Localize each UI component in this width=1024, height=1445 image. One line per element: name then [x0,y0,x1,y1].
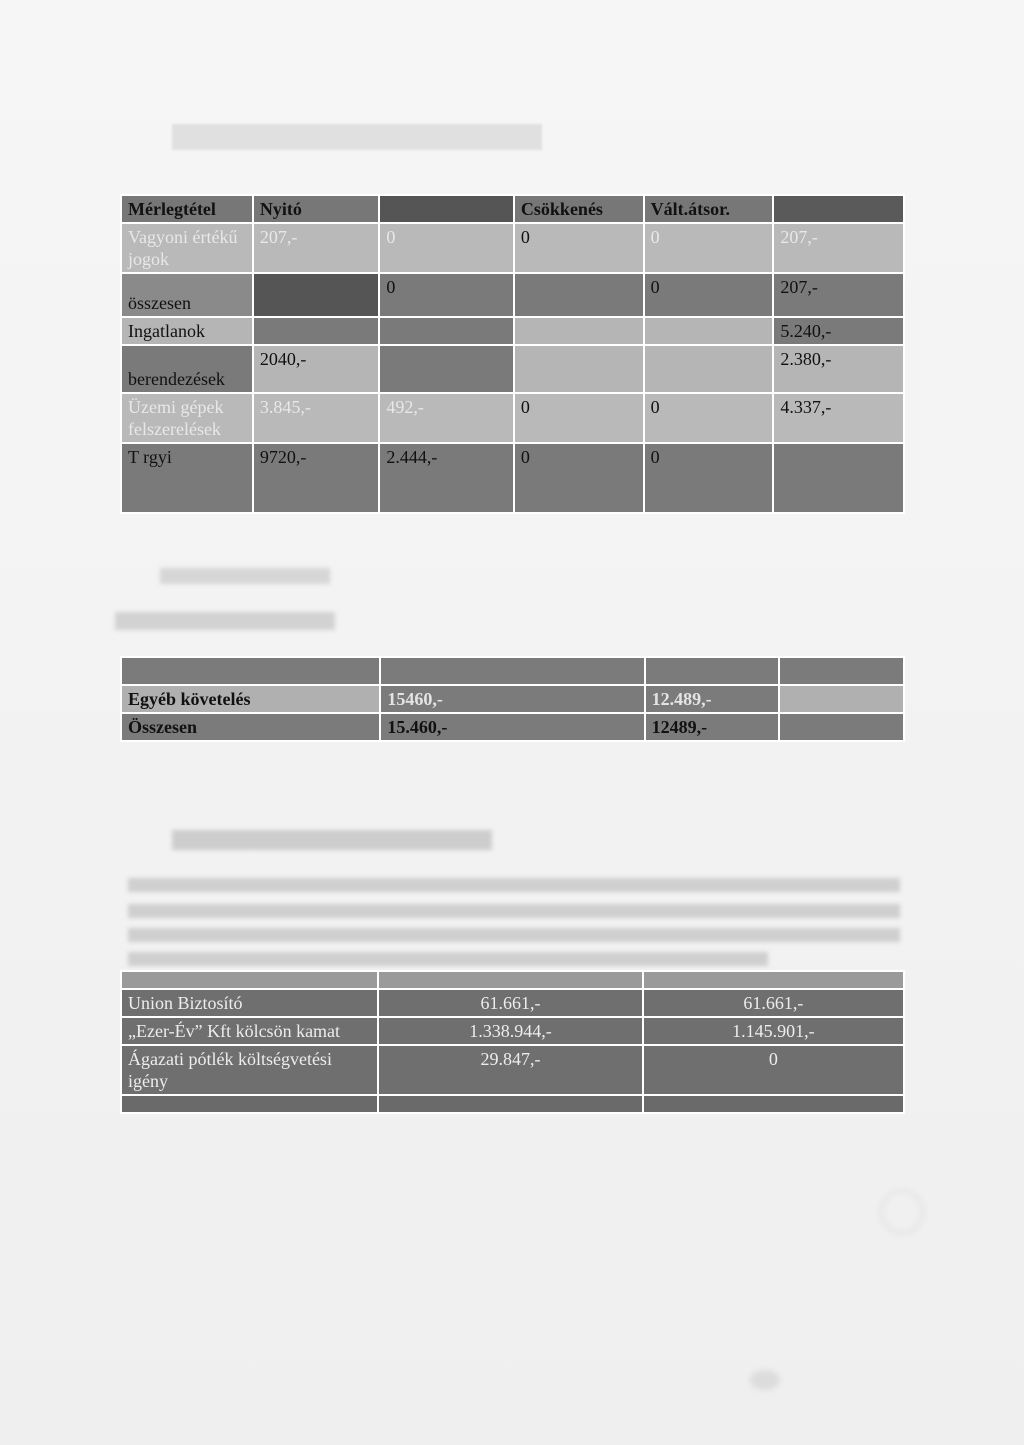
table-cell [379,317,514,345]
paragraph-line-blurred [128,928,900,942]
table-cell: 0 [644,393,774,443]
table-cell: 3.845,- [253,393,380,443]
table-cell [773,443,904,513]
table-cell [514,317,644,345]
header-cell [121,971,378,989]
paragraph-line-blurred [128,878,900,892]
table-header-row [121,971,904,989]
table-cell: 15.460,- [380,713,644,741]
table-row [121,713,904,741]
subheading-blurred [115,612,335,630]
table-cell [779,713,904,741]
table-cell [378,1095,642,1113]
table-row [121,685,904,713]
table-cell: 1.145.901,- [643,1017,904,1045]
table-cell: 0 [644,223,774,273]
table-cell: 207,- [773,273,904,317]
table-cell [779,657,904,685]
table-cell: 0 [379,223,514,273]
table-row [121,273,904,317]
table-cell: 1.338.944,- [378,1017,642,1045]
table-cell: 2.444,- [379,443,514,513]
table-cell: 0 [644,443,774,513]
table-cell: T rgyi [121,443,253,513]
header-cell: Csökkenés [514,195,644,223]
header-cell [378,971,642,989]
table-cell: 207,- [253,223,380,273]
table-cell: 15460,- [380,685,644,713]
scan-smudge [880,1190,924,1234]
section-heading-blurred [172,124,542,150]
table-cell: 12489,- [645,713,780,741]
table-cell: összesen [121,273,253,317]
table-row [121,989,904,1017]
table-cell: 0 [643,1045,904,1095]
table-cell [779,685,904,713]
table-row [121,1095,904,1113]
table-cell [645,657,780,685]
table-header-row [121,657,904,685]
table-cell: berendezések [121,345,253,393]
table-cell [253,317,380,345]
table-row [121,443,904,513]
table-row [121,1045,904,1095]
liabilities-table [120,970,905,1114]
header-cell [379,195,514,223]
table-cell: 207,- [773,223,904,273]
table-cell: 29.847,- [378,1045,642,1095]
receivables-table [120,656,905,742]
table-cell: Ingatlanok [121,317,253,345]
header-cell: Mérlegtétel [121,195,253,223]
table-cell: Union Biztosító [121,989,378,1017]
table-row [121,393,904,443]
table-cell [121,1095,378,1113]
scan-smudge [750,1370,780,1390]
subheading-blurred [160,568,330,584]
table-cell: 2040,- [253,345,380,393]
table-cell: 61.661,- [643,989,904,1017]
table-cell: 0 [514,393,644,443]
table-cell: „Ezer-Év” Kft kölcsön kamat [121,1017,378,1045]
table-cell: 12.489,- [645,685,780,713]
table-cell: Ágazati pótlék költségvetési igény [121,1045,378,1095]
header-cell [643,971,904,989]
table-cell: 0 [644,273,774,317]
paragraph-line-blurred [128,904,900,918]
table-cell: 4.337,- [773,393,904,443]
table-cell: Összesen [121,713,380,741]
header-cell [773,195,904,223]
table-cell [379,345,514,393]
table-cell: Üzemi gépek felszerelések [121,393,253,443]
paragraph-line-blurred [128,952,768,966]
table-cell: 492,- [379,393,514,443]
table-row [121,317,904,345]
table-cell: 0 [379,273,514,317]
subheading-blurred [172,830,492,850]
table-cell [644,345,774,393]
table-header-row [121,195,904,223]
table-cell [514,273,644,317]
balance-sheet-table [120,194,905,514]
header-cell: Nyitó [253,195,380,223]
table-cell: 9720,- [253,443,380,513]
table-cell: Vagyoni értékű jogok [121,223,253,273]
table-cell: 0 [514,443,644,513]
table-cell [643,1095,904,1113]
table-cell [253,273,380,317]
table-cell [380,657,644,685]
table-cell: 5.240,- [773,317,904,345]
table-cell: 2.380,- [773,345,904,393]
table-cell: 0 [514,223,644,273]
table-cell [644,317,774,345]
table-cell: Egyéb követelés [121,685,380,713]
table-row [121,1017,904,1045]
table-cell [514,345,644,393]
table-row [121,345,904,393]
header-cell: Vált.átsor. [644,195,774,223]
table-row [121,223,904,273]
table-cell [121,657,380,685]
table-cell: 61.661,- [378,989,642,1017]
